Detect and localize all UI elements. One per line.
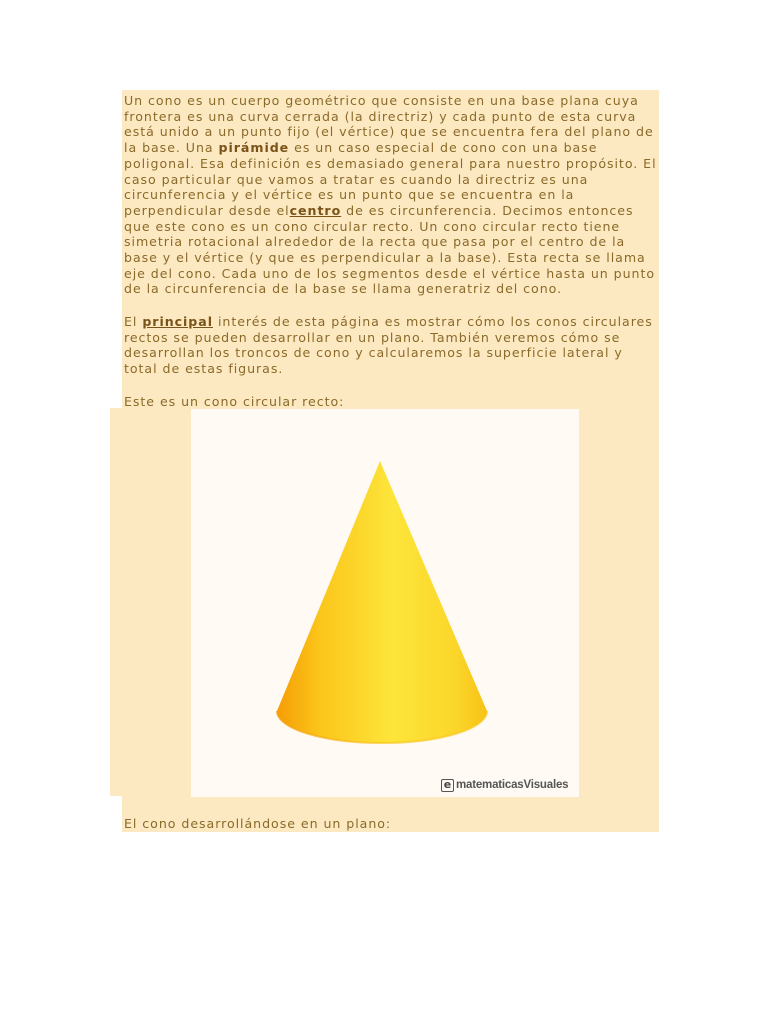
text-span: Un cono es un cuerpo geométrico que consiste en una base plana cuya frontera es una curva cerrada (la directriz) y cada punto de esta curva está unido a un punto fijo (el vértice) que se encuentra fera del plano de la base. Una [124, 93, 654, 156]
text-span: El [124, 314, 143, 329]
logo-text: matematicasVisuales [456, 779, 569, 791]
logo-mark-icon: e [441, 779, 454, 792]
matematicasvisuales-logo [441, 777, 568, 793]
cone-surface [277, 461, 487, 743]
link-principal[interactable]: principal [142, 314, 213, 329]
caption-development: El cono desarrollándose en un plano: [124, 816, 392, 831]
content-background-extension [110, 408, 124, 796]
keyword-piramide: pirámide [218, 140, 290, 156]
cone-figure [191, 409, 579, 797]
text-span: interés de esta página es mostrar cómo los conos circulares rectos se pueden desarrollar en un plano. También veremos cómo se desarrollan los troncos de cono y calcularemos la superficie lateral y total de estas figuras. [124, 314, 653, 377]
link-centro[interactable]: centro [289, 202, 342, 218]
paragraph-definition [124, 93, 659, 297]
caption-cone: Este es un cono circular recto: [124, 394, 345, 409]
text-span: de es circunferencia. Decimos entonces que este cono es un cono circular recto. Un cono circular recto tiene simetria rotacional alrededor de la recta que pasa por el centro de la base y el vértice (y que es perpendicular a la base). Esta recta se llama eje del cono. Cada uno de los segmentos desde el vértice hasta un punto de la circunferencia de la base se llama generatriz del cono. [124, 202, 655, 297]
paragraph-purpose [124, 314, 659, 377]
cone-illustration-icon [191, 409, 579, 797]
text-span: es un caso especial de cono con una base poligonal. Esa definición es demasiado general para nuestro propósito. El caso particular que vamos a tratar es cuando la directriz es una circunferencia y el vértice es un punto que se encuentra en la perpendicular desde el [124, 140, 657, 218]
